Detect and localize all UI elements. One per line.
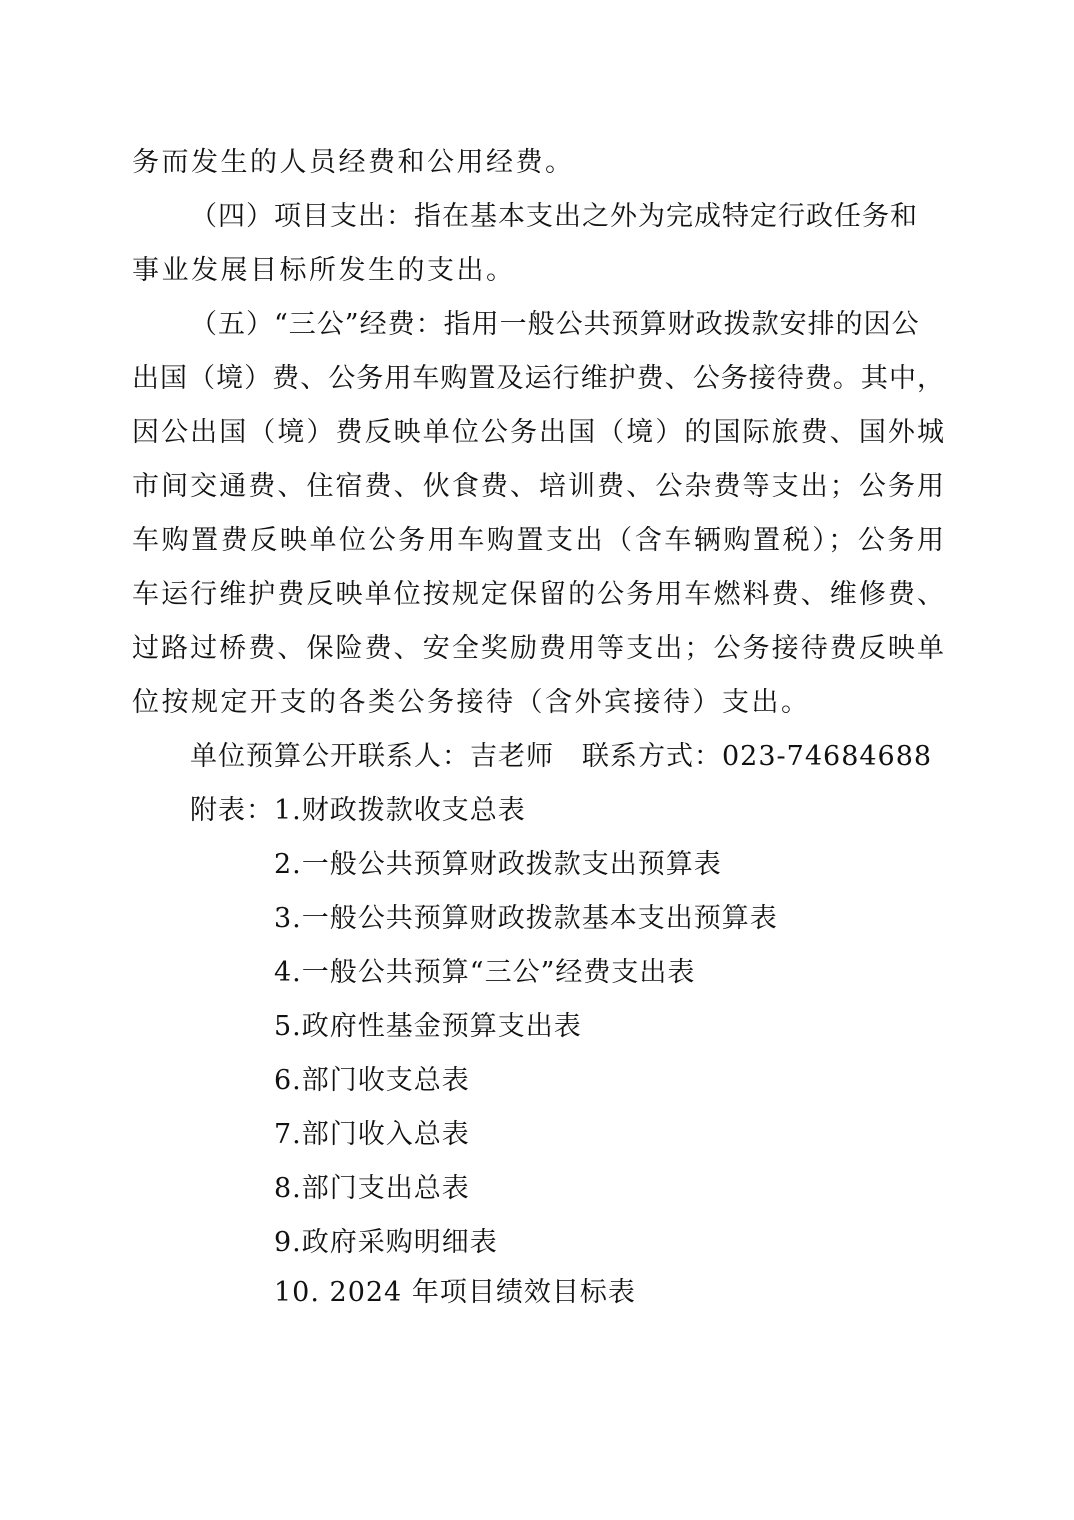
attachment-item: 9.政府采购明细表	[274, 1227, 498, 1258]
paragraph-line: 位按规定开支的各类公务接待（含外宾接待）支出。	[132, 687, 811, 718]
attachment-item: 2.一般公共预算财政拨款支出预算表	[274, 849, 722, 880]
paragraph-line: （四）项目支出：指在基本支出之外为完成特定行政任务和	[190, 201, 918, 232]
paragraph-line: 过路过桥费、保险费、安全奖励费用等支出；公务接待费反映单	[132, 633, 944, 664]
attachment-item: 3.一般公共预算财政拨款基本支出预算表	[274, 903, 778, 934]
attachment-item: 10. 2024 年项目绩效目标表	[274, 1277, 636, 1308]
paragraph-line: 车运行维护费反映单位按规定保留的公务用车燃料费、维修费、	[132, 579, 944, 610]
paragraph-line: 市间交通费、住宿费、伙食费、培训费、公杂费等支出；公务用	[132, 471, 944, 502]
attachment-item: 8.部门支出总表	[274, 1173, 470, 1204]
paragraph-line: （五）“三公”经费：指用一般公共预算财政拨款安排的因公	[190, 309, 920, 340]
contact-line: 单位预算公开联系人：吉老师 联系方式：023-74684688	[190, 741, 933, 772]
paragraph-line: 事业发展目标所发生的支出。	[132, 255, 516, 286]
attachment-item: 5.政府性基金预算支出表	[274, 1011, 582, 1042]
attachments-label: 附表：1.财政拨款收支总表	[190, 795, 526, 826]
paragraph-line: 因公出国（境）费反映单位公务出国（境）的国际旅费、国外城	[132, 417, 944, 448]
attachment-item: 6.部门收支总表	[274, 1065, 470, 1096]
paragraph-line: 车购置费反映单位公务用车购置支出（含车辆购置税）；公务用	[132, 525, 944, 556]
attachment-item: 7.部门收入总表	[274, 1119, 470, 1150]
paragraph-line: 出国（境）费、公务用车购置及运行维护费、公务接待费。其中，	[132, 363, 944, 394]
attachment-item: 4.一般公共预算“三公”经费支出表	[274, 957, 696, 988]
paragraph-line: 务而发生的人员经费和公用经费。	[132, 147, 575, 178]
